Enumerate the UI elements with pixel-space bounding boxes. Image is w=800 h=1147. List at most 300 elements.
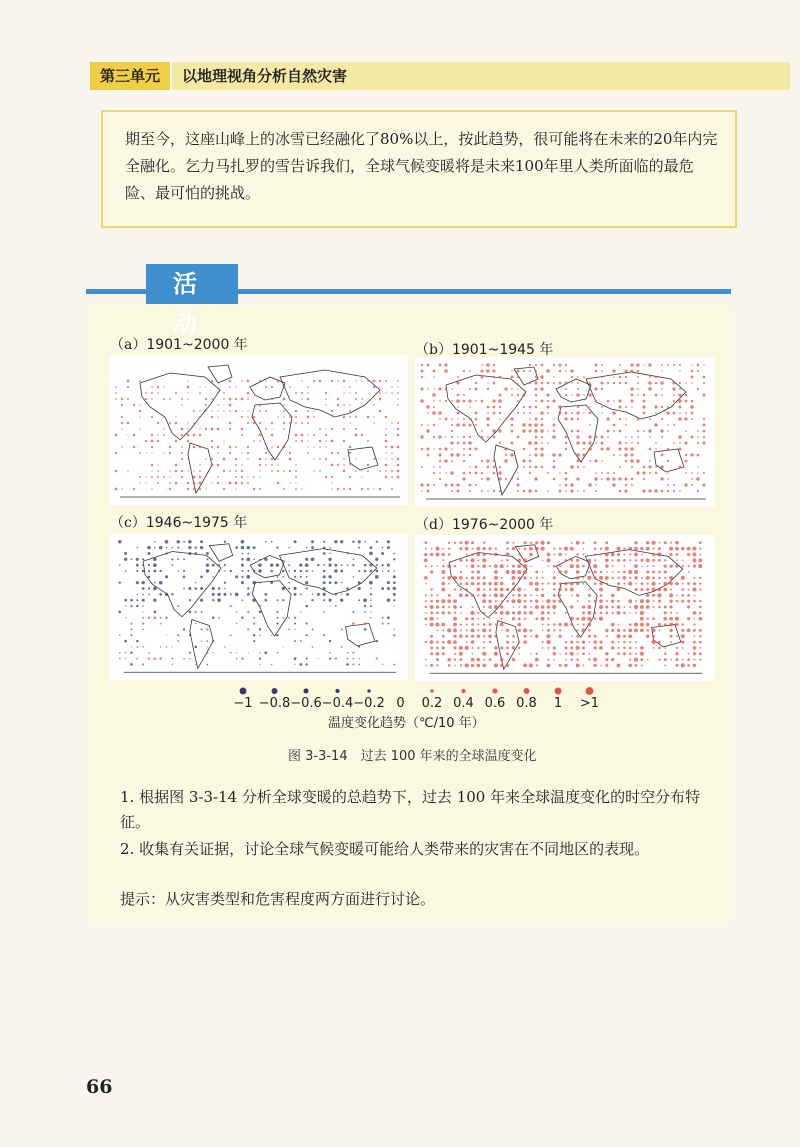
trend-dot [510,453,514,457]
trend-dot [394,570,395,571]
trend-dot [253,570,255,572]
trend-dot [148,570,150,572]
trend-dot [535,364,537,366]
trend-dot [218,564,220,566]
trend-dot [235,398,237,400]
trend-dot [148,593,150,595]
trend-dot [373,422,375,424]
trend-dot [582,640,585,643]
trend-dot [483,618,485,620]
trend-dot [528,423,531,426]
trend-dot [643,364,644,365]
trend-dot [541,617,545,621]
trend-dot [565,412,568,415]
trend-dot [153,570,156,573]
trend-dot [148,576,151,579]
trend-dot [142,599,145,602]
trend-dot [625,382,628,385]
trend-dot [381,622,383,624]
trend-dot [317,593,320,596]
world-map-1946-1975 [110,534,408,680]
trend-dot [442,577,444,579]
trend-dot [523,406,525,408]
trend-dot [483,612,485,614]
trend-dot [640,599,644,603]
trend-dot [652,640,656,644]
trend-dot [529,472,531,474]
trend-dot [487,412,489,414]
trend-dot [181,470,183,472]
legend-dot [555,688,562,695]
trend-dot [654,489,657,492]
trend-dot [634,605,638,609]
trend-dot [475,382,477,384]
unit-header [90,62,790,90]
trend-dot [325,458,327,460]
trend-dot [265,458,267,460]
trend-dot [564,417,567,420]
trend-dot [486,477,489,480]
trend-dot [294,657,297,660]
trend-dot [387,581,390,584]
trend-dot [187,488,189,490]
trend-dot [259,488,261,490]
trend-dot [451,448,453,450]
trend-dot [145,476,146,477]
trend-dot [624,447,627,450]
trend-dot [613,424,616,427]
trend-dot [629,612,631,614]
trend-dot [163,434,165,436]
trend-dot [606,477,609,480]
continent-outline [252,403,292,460]
trend-dot [529,553,533,557]
trend-dot [635,664,638,667]
trend-dot [625,460,628,463]
trend-dot [517,570,521,574]
trend-dot [625,418,626,419]
trend-dot [536,664,538,666]
legend-dot [240,688,247,695]
trend-dot [675,617,679,621]
trend-dot [364,564,367,567]
trend-dot [391,446,394,449]
trend-dot [459,652,463,656]
trend-dot [681,640,684,643]
trend-dot [259,476,260,477]
trend-dot [453,599,457,603]
trend-dot [669,629,672,632]
trend-dot [205,398,207,400]
trend-dot [265,380,266,381]
trend-dot [212,640,214,642]
trend-dot [599,576,603,580]
trend-dot [611,629,614,632]
trend-dot [675,541,679,545]
trend-dot [588,447,592,451]
trend-dot [492,399,495,402]
trend-dot [540,411,543,414]
trend-dot [511,442,514,445]
trend-dot [241,416,243,418]
trend-dot [571,412,573,414]
trend-dot [235,470,237,472]
trend-dot [593,658,597,662]
trend-dot [682,583,684,585]
trend-dot [553,571,555,573]
trend-dot [349,464,351,466]
trend-dot [265,464,267,466]
trend-dot [500,664,503,667]
trend-dot [601,388,604,391]
trend-dot [230,634,231,635]
trend-dot [169,488,171,490]
trend-dot [307,446,308,447]
trend-dot [477,618,479,620]
trend-dot [247,587,249,589]
trend-dot [352,663,354,665]
trend-dot [160,646,161,647]
trend-dot [385,470,387,472]
trend-dot [387,546,390,549]
trend-dot [699,548,701,550]
trend-dot [559,382,562,385]
trend-dot [699,554,701,556]
trend-dot [493,472,495,474]
trend-dot [648,363,651,366]
trend-dot [687,547,691,551]
trend-dot [283,410,285,412]
trend-dot [346,663,349,666]
trend-dot [688,565,690,567]
trend-dot [541,400,544,403]
legend-value: −0.8 [258,696,291,710]
trend-dot [349,416,351,418]
trend-dot [241,434,243,436]
trend-dot [379,470,381,472]
trend-dot [600,571,603,574]
trend-dot [529,611,533,615]
trend-dot [373,488,374,489]
trend-dot [629,623,632,626]
trend-dot [487,424,490,427]
trend-dot [640,652,644,656]
trend-dot [679,412,680,413]
trend-dot [358,570,360,572]
trend-dot [699,588,701,590]
continent-outline [586,372,686,419]
trend-dot [277,416,279,418]
trend-dot [682,647,684,649]
trend-dot [450,471,454,475]
trend-dot [540,387,543,390]
trend-dot [319,428,321,430]
trend-dot [307,434,308,435]
trend-dot [341,594,342,595]
trend-dot [541,547,545,551]
trend-dot [331,410,333,412]
trend-dot [595,436,598,439]
trend-dot [529,364,531,366]
trend-dot [523,448,525,450]
trend-dot [288,582,290,584]
trend-dot [131,646,132,647]
trend-dot [553,548,555,550]
trend-dot [679,364,681,366]
trend-dot [628,547,632,551]
trend-dot [125,617,126,618]
trend-dot [121,428,123,430]
trend-dot [611,623,615,627]
trend-dot [657,593,661,597]
trend-dot [247,446,249,448]
trend-dot [307,440,308,441]
trend-dot [647,659,649,661]
continent-outline [143,552,221,617]
legend-value: 0.2 [421,696,443,710]
trend-dot [588,653,590,655]
trend-dot [571,658,574,661]
trend-dot [142,587,145,590]
trend-dot [676,594,678,596]
trend-dot [518,554,520,556]
trend-dot [301,392,303,394]
trend-dot [552,399,555,402]
trend-dot [469,448,472,451]
trend-dot [682,659,684,661]
trend-dot [425,659,427,661]
trend-dot [300,663,303,666]
trend-dot [583,412,585,414]
trend-dot [347,564,349,566]
trend-dot [194,587,197,590]
trend-dot [517,599,521,603]
trend-dot [541,382,543,384]
trend-dot [477,570,480,573]
trend-dot [397,398,399,400]
trend-dot [445,418,448,421]
trend-dot [535,541,538,544]
trend-dot [541,641,543,643]
trend-dot [289,422,291,424]
trend-dot [181,458,183,460]
trend-dot [648,489,651,492]
trend-dot [450,453,453,456]
trend-dot [307,416,310,419]
trend-dot [588,623,592,627]
trend-dot [450,483,453,486]
trend-dot [605,658,608,661]
trend-dot [570,652,574,656]
trend-dot [697,364,700,367]
trend-dot [361,434,363,436]
trend-dot [217,452,219,454]
trend-dot [393,634,396,637]
trend-dot [675,547,679,551]
trend-dot [361,380,363,382]
trend-dot [212,593,215,596]
trend-dot [658,588,662,592]
trend-dot [229,386,231,388]
trend-dot [448,606,450,608]
continent-outline [280,370,380,417]
trend-dot [570,564,574,568]
trend-dot [325,428,326,429]
trend-dot [199,476,201,478]
trend-dot [172,646,173,647]
trend-dot [370,617,371,618]
trend-dot [183,628,185,630]
trend-dot [271,541,273,543]
trend-dot [629,577,631,579]
trend-dot [295,440,297,442]
trend-dot [664,606,667,609]
trend-dot [652,587,656,591]
trend-dot [397,446,400,449]
trend-dot [619,376,622,379]
trend-dot [153,558,157,562]
trend-dot [229,422,232,425]
trend-dot [649,418,651,420]
trend-dot [506,647,509,650]
trend-dot [352,658,354,660]
trend-dot [206,569,209,572]
trend-dot [253,617,255,619]
trend-dot [136,646,138,648]
trend-dot [369,552,373,556]
trend-dot [358,646,360,648]
trend-dot [425,600,427,602]
trend-dot [441,588,445,592]
trend-dot [334,581,337,584]
trend-dot [486,369,489,372]
trend-dot [565,430,566,431]
trend-dot [685,394,687,396]
trend-dot [444,459,448,463]
trend-dot [151,488,152,489]
trend-dot [136,599,138,601]
trend-dot [649,472,651,474]
trend-dot [453,617,457,621]
trend-dot [652,635,655,638]
trend-dot [131,634,133,636]
trend-dot [224,588,225,589]
trend-dot [448,583,450,585]
trend-dot [512,611,515,614]
trend-dot [670,542,672,544]
trend-dot [441,570,445,574]
trend-dot [646,605,650,609]
trend-dot [687,664,690,667]
trend-dot [685,400,688,403]
trend-dot [425,612,427,614]
trend-dot [646,547,650,551]
trend-dot [625,406,627,408]
trend-dot [703,418,705,420]
trend-dot [217,404,219,406]
trend-dot [641,554,643,556]
world-map-1901-1945 [415,357,715,507]
trend-dot [619,454,621,456]
trend-dot [605,564,609,568]
trend-dot [655,448,657,450]
trend-dot [151,416,153,418]
trend-dot [157,482,159,484]
trend-dot [271,446,273,448]
trend-dot [565,388,567,390]
trend-dot [124,599,127,602]
trend-dot [682,565,684,567]
trend-dot [121,422,123,424]
trend-dot [684,441,687,444]
trend-dot [553,382,555,384]
trend-dot [148,564,150,566]
trend-dot [241,482,243,484]
trend-dot [517,472,519,474]
trend-dot [391,476,393,478]
trend-dot [571,430,574,433]
trend-dot [439,400,441,402]
trend-dot [349,422,350,423]
trend-dot [637,388,639,390]
trend-dot [259,380,261,382]
trend-dot [599,640,602,643]
trend-dot [295,434,298,437]
trend-dot [693,646,697,650]
trend-dot [483,582,486,585]
trend-dot [355,380,356,381]
trend-dot [153,587,157,591]
trend-dot [242,599,244,601]
trend-dot [659,630,661,632]
trend-dot [119,611,122,614]
trend-dot [187,422,188,423]
trend-dot [685,382,687,384]
map-b-label: （b）1901~1945 年 [415,342,554,358]
trend-dot [517,466,519,468]
trend-dot [166,547,167,548]
trend-dot [468,399,471,402]
legend-dot [524,688,530,694]
trend-dot [511,370,513,372]
trend-dot [703,424,706,427]
trend-dot [517,611,521,615]
trend-dot [259,404,262,407]
trend-dot [637,376,639,378]
trend-dot [205,428,207,430]
trend-dot [588,571,590,573]
trend-dot [471,541,474,544]
trend-dot [264,593,267,596]
trend-dot [693,659,695,661]
trend-dot [623,635,626,638]
trend-dot [393,575,396,578]
trend-dot [577,624,579,626]
trend-dot [675,658,678,661]
trend-dot [199,410,201,412]
temperature-legend [225,686,625,710]
trend-dot [188,587,191,590]
trend-dot [181,446,183,448]
trend-dot [471,571,474,574]
trend-dot [663,582,667,586]
trend-dot [289,428,291,430]
trend-dot [613,400,615,402]
trend-dot [576,570,580,574]
trend-dot [601,412,603,414]
trend-dot [482,652,486,656]
trend-dot [652,571,655,574]
